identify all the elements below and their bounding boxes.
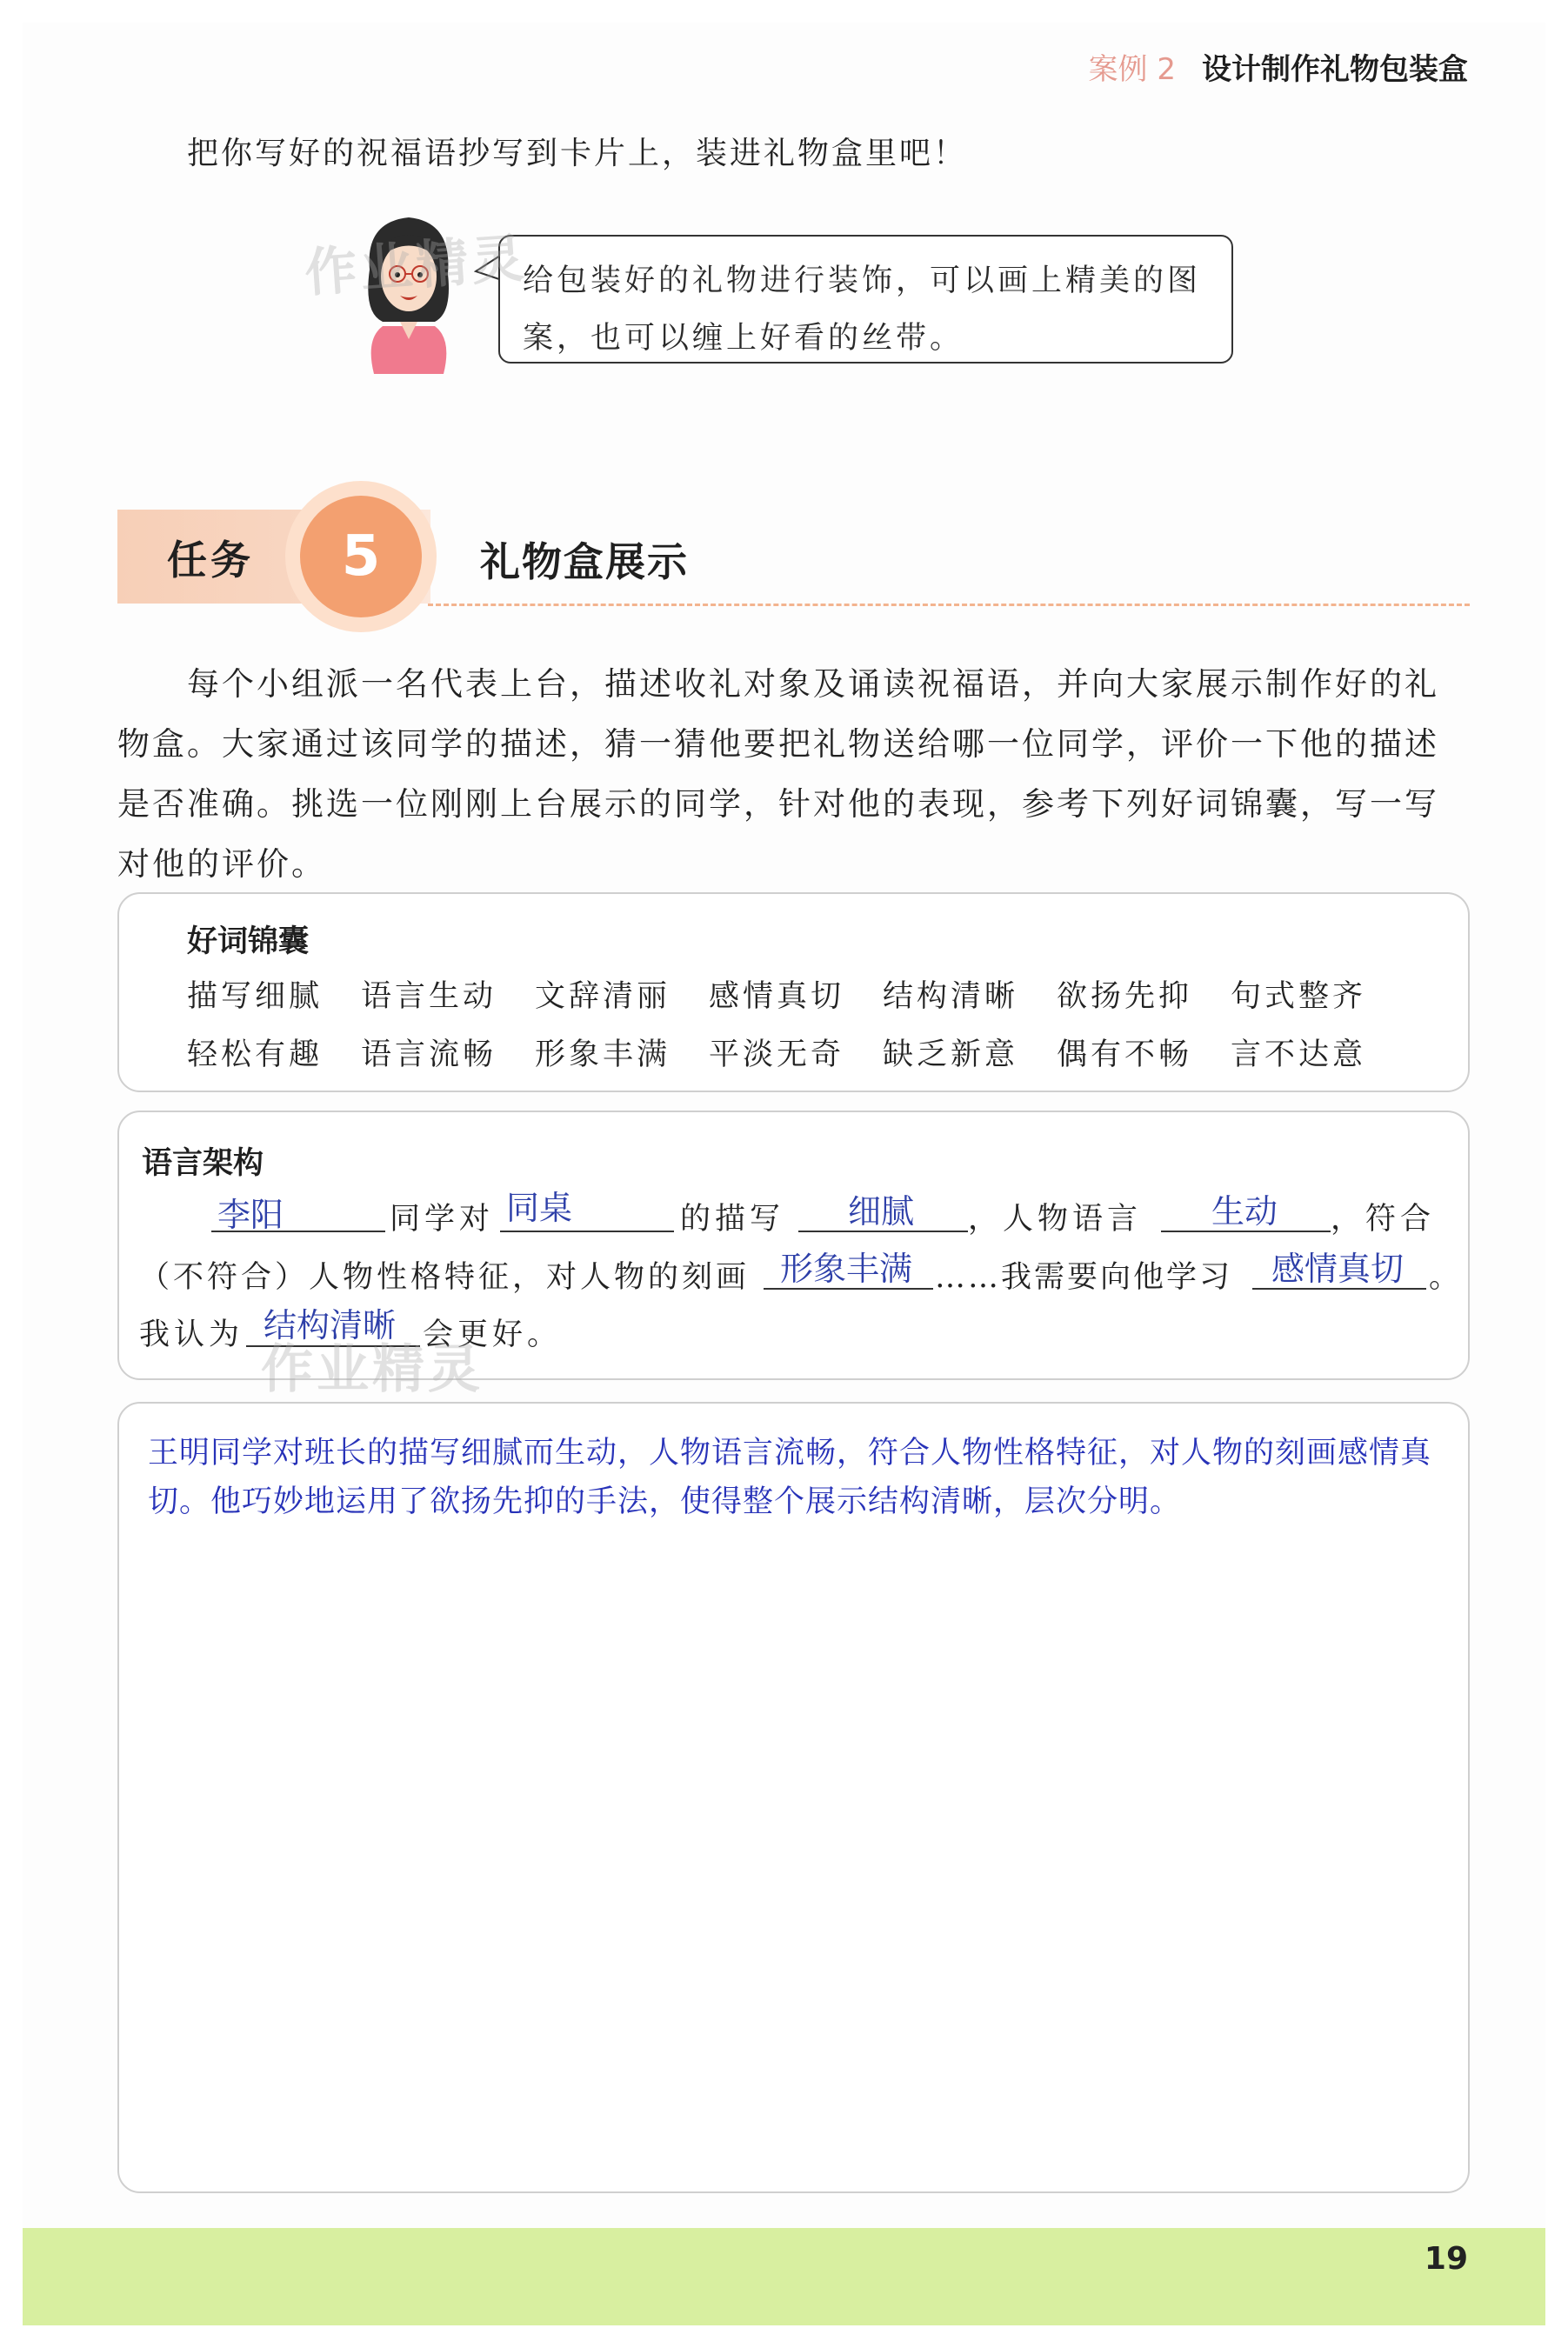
vocab-word: 言不达意 [1231, 1037, 1367, 1072]
fill-better: 结构清晰 [264, 1306, 397, 1344]
framework-text-3: ，人物语言 [968, 1202, 1143, 1237]
framework-text-2: 的描写 [680, 1202, 785, 1237]
bubble-line-1: 给包装好的礼物进行装饰，可以画上精美的图 [523, 263, 1202, 298]
speech-bubble [498, 235, 1233, 364]
intro-text: 把你写好的祝福语抄写到卡片上，装进礼物盒里吧！ [187, 136, 968, 171]
fill-learn: 感情真切 [1271, 1250, 1405, 1288]
vocab-title: 好词锦囊 [187, 924, 310, 959]
fill-target: 同桌 [506, 1189, 573, 1227]
vocab-word: 感情真切 [709, 979, 845, 1014]
framework-text-4: ，符合 [1331, 1202, 1436, 1237]
footer-band [23, 2228, 1545, 2325]
task-number: 5 [300, 496, 422, 617]
vocab-word: 偶有不畅 [1057, 1037, 1193, 1072]
framework-title: 语言架构 [142, 1146, 264, 1181]
fill-portray: 形象丰满 [780, 1250, 913, 1288]
running-header [1089, 45, 1468, 88]
vocab-word: 文辞清丽 [535, 979, 671, 1014]
blank-target [500, 1231, 674, 1232]
page-number: 19 [1424, 2241, 1468, 2277]
framework-text-9: 会更好。 [423, 1317, 563, 1352]
task-label: 任务 [167, 537, 254, 584]
fill-lang: 生动 [1211, 1192, 1278, 1231]
task-instructions: 每个小组派一名代表上台，描述收礼对象及诵读祝福语，并向大家展示制作好的礼物盒。大家通过该同学的描述，猜一猜他要把礼物送给哪一位同学，评价一下他的描述是否准确。挑选一位刚刚上台展示的同学，针对他的表现，参考下列好词锦囊，写一写对他的评价。 [117, 665, 1439, 883]
answer-text: 王明同学对班长的描写细腻而生动，人物语言流畅，符合人物性格特征，对人物的刻画感情真切。他巧妙地运用了欲扬先抑的手法，使得整个展示结构清晰，层次分明。 [148, 1436, 1432, 1519]
framework-text-5: （不符合）人物性格特征，对人物的刻画 [139, 1260, 751, 1295]
case-title: 设计制作礼物包装盒 [1202, 52, 1468, 87]
case-label: 案例 2 [1088, 52, 1176, 87]
framework-text-6: ……我需要向他学习 [935, 1260, 1233, 1295]
bubble-line-2: 案，也可以缠上好看的丝带。 [523, 321, 964, 356]
watermark-middle: 作业精灵 [261, 1339, 484, 1400]
vocab-word: 缺乏新意 [883, 1037, 1019, 1072]
vocab-word: 平淡无奇 [709, 1037, 845, 1072]
vocab-word: 欲扬先抑 [1057, 979, 1193, 1014]
vocab-row-1 [187, 972, 1405, 1016]
vocab-word: 结构清晰 [883, 979, 1019, 1014]
task-divider [428, 604, 1470, 606]
vocab-word: 句式整齐 [1231, 979, 1367, 1014]
fill-desc: 细腻 [848, 1192, 915, 1231]
framework-text-8: 我认为 [139, 1317, 244, 1352]
watermark-top: 作业精灵 [303, 228, 530, 304]
task-title: 礼物盒展示 [480, 538, 689, 585]
vocab-word: 描写细腻 [187, 979, 324, 1014]
fill-name: 李阳 [217, 1196, 284, 1234]
vocab-word: 语言流畅 [361, 1037, 497, 1072]
vocab-word: 语言生动 [361, 979, 497, 1014]
vocab-row-2 [187, 1031, 1405, 1074]
framework-text-7: 。 [1429, 1260, 1465, 1295]
framework-text-1: 同学对 [390, 1202, 495, 1237]
vocab-word: 轻松有趣 [187, 1037, 324, 1072]
vocab-word: 形象丰满 [535, 1037, 671, 1072]
